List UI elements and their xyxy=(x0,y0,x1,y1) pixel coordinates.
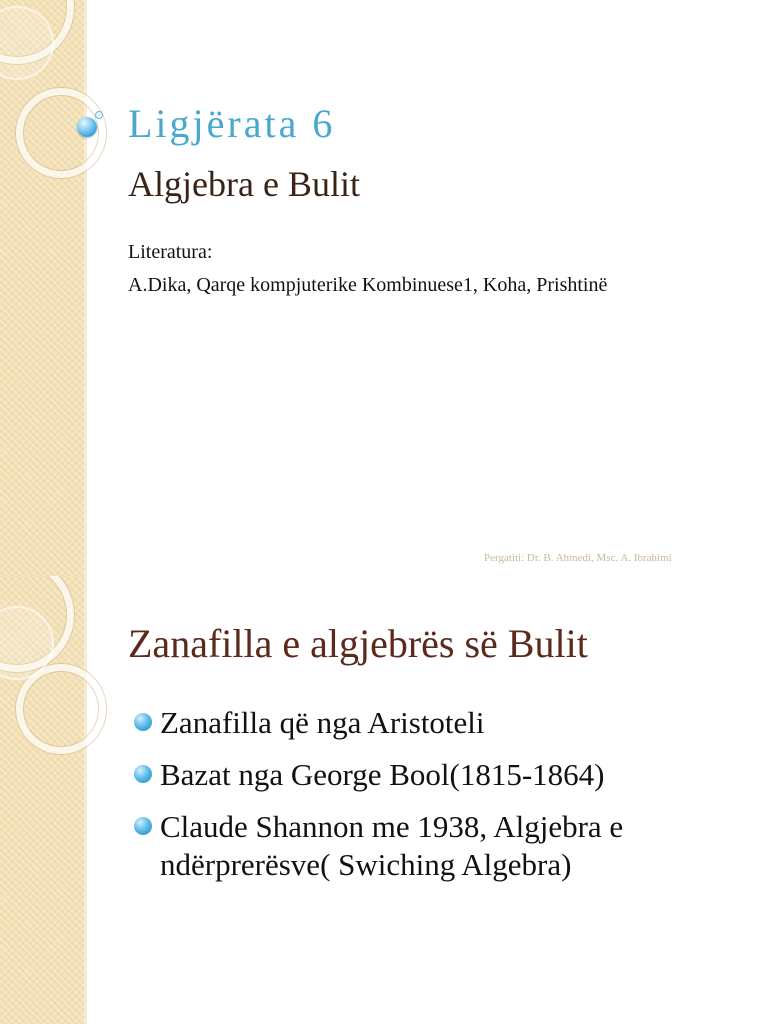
author-credit: Pergatiti: Dr. B. Ahmedi, Msc. A. Ibrahimi xyxy=(484,552,672,564)
slide-heading: Zanafilla e algjebrës së Bulit xyxy=(128,621,588,666)
lecture-title: Ligjërata 6 xyxy=(128,101,336,146)
slide-2 xyxy=(0,576,768,1024)
list-item xyxy=(132,808,732,884)
literature-reference: A.Dika, Qarqe kompjuterike Kombinuese1, Koha, Prishtinë xyxy=(128,274,608,296)
small-bubble-icon xyxy=(95,111,103,119)
list-item xyxy=(132,756,732,794)
bullet-list xyxy=(132,704,732,898)
list-item xyxy=(132,704,732,742)
lecture-subtitle: Algjebra e Bulit xyxy=(128,164,360,204)
decorative-sidebar xyxy=(0,0,85,576)
literature-label: Literatura: xyxy=(128,241,213,263)
bullet-text: Bazat nga George Bool(1815-1864) xyxy=(160,757,605,792)
bullet-icon xyxy=(134,817,152,835)
bullet-text: Claude Shannon me 1938, Algjebra e ndërprerësve( Swiching Algebra) xyxy=(160,809,624,882)
bullet-text: Zanafilla që nga Aristoteli xyxy=(160,705,485,740)
sidebar-edge xyxy=(84,576,87,1024)
bullet-icon xyxy=(134,713,152,731)
title-bubble-icon xyxy=(77,117,97,137)
decorative-sidebar xyxy=(0,576,85,1024)
sidebar-edge xyxy=(84,0,87,576)
bullet-icon xyxy=(134,765,152,783)
